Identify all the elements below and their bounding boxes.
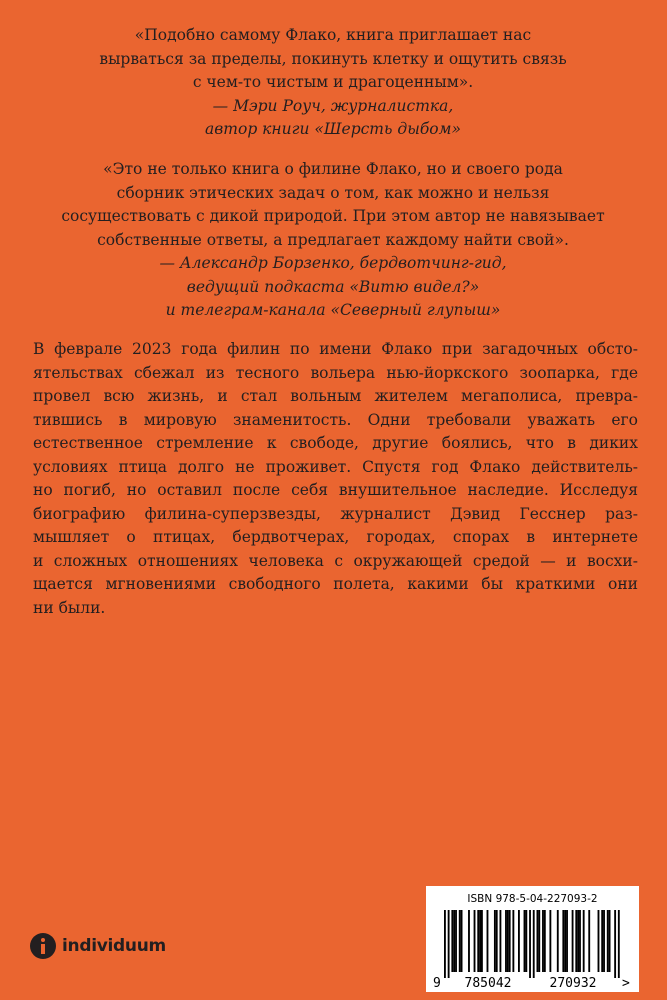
description-line: щается мгновениями свободного полета, какими бы краткими они: [33, 575, 638, 593]
quote-line: сборник этических задач о том, как можно и нельзя: [116, 183, 550, 202]
barcode-bar: [588, 910, 590, 972]
barcode-bar: [494, 910, 496, 972]
barcode-bar: [575, 910, 577, 972]
description-line: ятельствах сбежал из тесного вольера нью-йоркского зоопарка, где: [33, 363, 638, 382]
barcode-bar: [601, 910, 603, 972]
barcode-end-mark: >: [622, 976, 630, 991]
barcode-bar: [566, 910, 568, 972]
barcode-bar: [549, 910, 551, 972]
barcode-bar: [524, 910, 526, 972]
barcode-graphic: [426, 908, 639, 992]
barcode-bar: [455, 910, 457, 972]
barcode-bar: [500, 910, 502, 972]
description-line: но погиб, но оставил после себя внушительное наследие. Исследуя: [33, 481, 638, 499]
barcode-bar: [479, 910, 481, 972]
barcode-bar: [529, 910, 531, 978]
barcode-bar: [487, 910, 489, 972]
barcode-bar: [572, 910, 574, 972]
description-line: тившись в мировую знаменитость. Одни требовали уважать его: [33, 410, 638, 429]
barcode-bar: [538, 910, 540, 972]
barcode-bar: [477, 910, 479, 972]
description-line: провел всю жизнь, и стал вольным жителем мегаполиса, превра-: [33, 387, 638, 405]
barcode-block: [426, 886, 639, 992]
quote-line: вырваться за пределы, покинуть клетку и ощутить связь: [99, 49, 567, 68]
barcode-bar: [461, 910, 463, 972]
description-line: В феврале 2023 года филин по имени Флако при загадочных обсто-: [33, 340, 638, 358]
description-line: ни были.: [33, 598, 106, 617]
barcode-bar: [505, 910, 507, 972]
book-description: [33, 338, 638, 620]
barcode-bar: [512, 910, 514, 972]
barcode-bar: [481, 910, 483, 972]
barcode-bar: [496, 910, 498, 972]
barcode-bar: [598, 910, 600, 972]
isbn-label: ISBN 978-5-04-227093-2: [467, 893, 598, 905]
barcode-bar: [609, 910, 611, 972]
barcode-bar: [518, 910, 520, 972]
barcode-bar: [537, 910, 539, 972]
description-line: естественное стремление к свободе, другие боялись, что в диких: [33, 434, 638, 452]
quote-attribution: и телеграм-канала «Северный глупыш»: [165, 301, 501, 319]
barcode-bar: [564, 910, 566, 972]
barcode-bars: [444, 910, 620, 978]
barcode-bar: [562, 910, 564, 972]
description-line: мышляет о птицах, бердвотчерах, городах, спорах в интернете: [33, 528, 638, 546]
barcode-bar: [448, 910, 450, 978]
barcode-bar: [474, 910, 476, 972]
barcode-bar: [525, 910, 527, 972]
quote-attribution: автор книги «Шерсть дыбом»: [205, 120, 461, 138]
publisher-name: individuum: [62, 936, 166, 956]
barcode-bar: [453, 910, 455, 972]
quote-line: сосуществовать с дикой природой. При этом автор не навязывает: [61, 207, 605, 225]
barcode-bar: [509, 910, 511, 972]
blurb-quote-1: [60, 24, 606, 142]
publisher-logo: [30, 933, 166, 959]
barcode-bar: [468, 910, 470, 972]
quote-line: с чем-то чистым и драгоценным».: [192, 73, 474, 91]
barcode-bar: [451, 910, 453, 972]
quote-line: собственные ответы, а предлагает каждому найти свой».: [97, 230, 569, 249]
barcode-bar: [557, 910, 559, 972]
barcode-bar: [444, 910, 446, 978]
barcode-bar: [507, 910, 509, 972]
barcode-bar: [603, 910, 605, 972]
info-circle-logo-icon: [30, 933, 56, 959]
barcode-bar: [459, 910, 461, 972]
description-line: и сложных отношениях человека с окружающей средой — и восхи-: [33, 551, 638, 570]
barcode-bar: [577, 910, 579, 972]
description-line: биографию филина-суперзвезды, журналист Дэвид Гесснер раз-: [33, 504, 638, 523]
barcode-right-digits: 270932: [549, 976, 597, 991]
barcode-bar: [618, 910, 620, 978]
description-line: условиях птица долго не проживет. Спустя год Флако действитель-: [33, 457, 638, 476]
blurb-quote-2: [60, 158, 606, 323]
quote-line: «Это не только книга о филине Флако, но и своего рода: [103, 160, 563, 178]
barcode-bar: [614, 910, 616, 978]
barcode-bar: [579, 910, 581, 972]
barcode-first-digit: 9: [433, 976, 441, 991]
quote-line: «Подобно самому Флако, книга приглашает нас: [134, 26, 532, 44]
barcode-bar: [533, 910, 535, 978]
barcode-bar: [542, 910, 544, 972]
barcode-bar: [583, 910, 585, 972]
barcode-left-digits: 785042: [464, 976, 512, 991]
quote-attribution: — Мэри Роуч, журналистка,: [212, 96, 454, 115]
barcode-bar: [544, 910, 546, 972]
quote-attribution: — Александр Борзенко, бердвотчинг-гид,: [159, 254, 507, 272]
quote-attribution: ведущий подкаста «Витю видел?»: [186, 277, 480, 296]
barcode-bar: [607, 910, 609, 972]
